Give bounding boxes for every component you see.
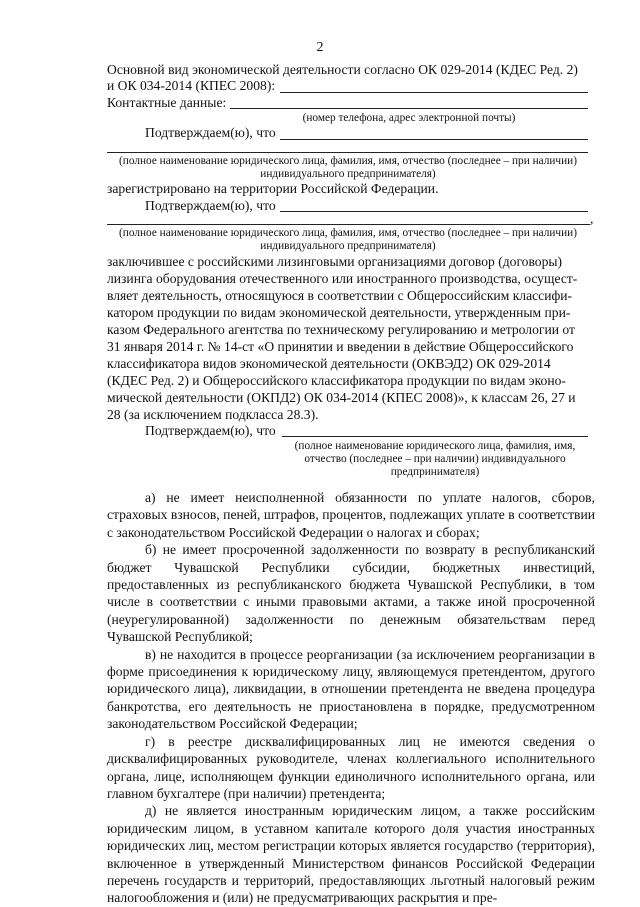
okved-field[interactable] — [280, 92, 588, 93]
confirm-field-3[interactable] — [282, 436, 588, 437]
entity-hint-3c: предпринимателя) — [390, 466, 480, 478]
leasing-line: заключившее с российскими лизинговыми организациями договор (договоры) — [107, 254, 563, 269]
conditions-list — [107, 489, 595, 907]
condition-item-d: д) не является иностранным юридическим лицом, а также российским юридическим лицом, в уставном капитале которого доля участия иностранных юридических лиц, местом регистрации которых является государство (территория), включенное в утвержденный Министерством финансов Российской Федерации перечень государств и территорий, предоставляющих льготный налоговый режим налогообложения и (или) не предусматривающих раскрытия и пре- — [107, 803, 595, 906]
confirm-field-2b[interactable] — [107, 224, 590, 225]
contacts-label: Контактные данные: — [107, 95, 227, 110]
contacts-hint: (номер телефона, адрес электронной почты) — [302, 112, 516, 124]
comma: , — [590, 211, 594, 226]
condition-item-g: г) в реестре дисквалифицированных лиц не имеются сведения о дисквалифицированных руководителе, членах коллегиального исполнительного органа, лице, исполняющем функции единоличного исполнительного органа, или главном бухгалтере (при наличии) претендента; — [107, 733, 595, 801]
entity-hint-3a: (полное наименование юридического лица, фамилия, имя, — [294, 440, 576, 452]
entity-hint-2a: (полное наименование юридического лица, фамилия, имя, отчество (последнее – при наличии) — [119, 227, 577, 239]
okved-line-1: Основной вид экономической деятельности согласно ОК 029-2014 (КДЕС Ред. 2) — [107, 62, 578, 77]
entity-hint-1b: индивидуального предпринимателя) — [260, 168, 436, 180]
leasing-line: 31 января 2014 г. № 14-ст «О принятии и введении в действие Общероссийского — [107, 339, 574, 354]
contacts-field[interactable] — [230, 108, 588, 109]
condition-item-v: в) не находится в процессе реорганизации (за исключением реорганизации в форме присоединения к юридическому лицу, являющемуся претендентом, другого юридического лица), ликвидации, в отношении претендента не введена процедура банкротства, его деятельность не приостановлена в порядке, предусмотренном законодательством Российской Федерации; — [107, 646, 595, 732]
page-number: 2 — [316, 40, 324, 55]
condition-item-b: б) не имеет просроченной задолженности по возврату в республиканский бюджет Чувашской Республики субсидии, бюджетных инвестиций, предоставленных из республиканского бюджета Чувашской Республики, в том числе в соответствии с иными правовыми актами, а также иной просроченной (неурегулированной) задолженности по денежным обязательствам перед Чувашской Республикой; — [107, 542, 595, 645]
leasing-line: лизинга оборудования отечественного или иностранного производства, осущест- — [107, 271, 578, 286]
okved-line-2: и ОК 034-2014 (КПЕС 2008): — [107, 78, 276, 93]
leasing-line: 28 (за исключением подкласса 28.3). — [107, 407, 319, 422]
condition-item-a: а) не имеет неисполненной обязанности по уплате налогов, сборов, страховых взносов, пеней, штрафов, процентов, подлежащих уплате в соответствии с законодательством Российской Федерации о налогах и сборах; — [107, 490, 595, 540]
entity-hint-2b: индивидуального предпринимателя) — [260, 240, 436, 252]
confirm-label-1: Подтверждаем(ю), что — [145, 125, 276, 140]
entity-hint-1a: (полное наименование юридического лица, фамилия, имя, отчество (последнее – при наличии) — [119, 155, 577, 167]
leasing-line: катором продукции по видам экономической деятельности, утвержденным при- — [107, 305, 571, 320]
leasing-line: классификатора видов экономической деятельности (ОКВЭД2) ОК 029-2014 — [107, 356, 551, 371]
confirm-label-2: Подтверждаем(ю), что — [145, 198, 276, 213]
confirm-label-3: Подтверждаем(ю), что — [145, 423, 276, 438]
leasing-line: мической деятельности (ОКПД2) ОК 034-2014 (КПЕС 2008)», к классам 26, 27 и — [107, 390, 576, 405]
confirm-field-2a[interactable] — [280, 211, 588, 212]
confirm-field-1b[interactable] — [107, 152, 588, 153]
confirm-field-1a[interactable] — [280, 139, 588, 140]
registered-text: зарегистрировано на территории Российской Федерации. — [107, 181, 439, 196]
leasing-line: вляет деятельность, относящуюся в соответствии с Общероссийским классифи- — [107, 288, 573, 303]
leasing-line: казом Федерального агентства по техническому регулированию и метрологии от — [107, 322, 575, 337]
entity-hint-3b: отчество (последнее – при наличии) индивидуального — [304, 453, 566, 465]
leasing-line: (КДЕС Ред. 2) и Общероссийского классификатора продукции по видам эконо- — [107, 373, 566, 388]
